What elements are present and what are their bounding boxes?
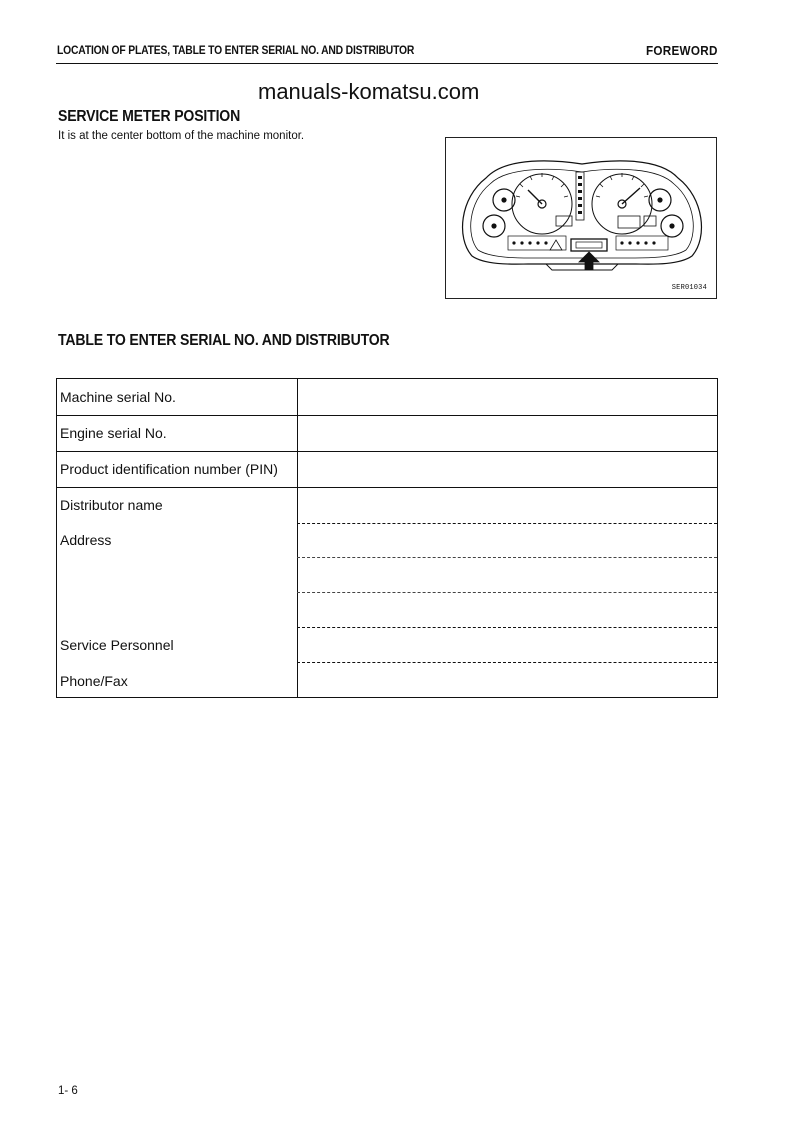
phone-fax-label: Phone/Fax xyxy=(60,673,128,689)
machine-monitor-illustration xyxy=(446,138,718,300)
table-dashed-divider xyxy=(297,627,717,628)
machine-monitor-figure xyxy=(445,137,717,299)
machine-serial-label: Machine serial No. xyxy=(60,389,176,405)
distributor-name-label: Distributor name xyxy=(60,497,163,513)
header-section-title: LOCATION OF PLATES, TABLE TO ENTER SERIAL NO. AND DISTRIBUTOR xyxy=(57,45,415,57)
service-meter-title: SERVICE METER POSITION xyxy=(58,108,241,125)
table-dashed-divider xyxy=(297,557,717,558)
page-number: 1- 6 xyxy=(58,1085,78,1097)
header-divider xyxy=(56,63,718,64)
pin-label: Product identification number (PIN) xyxy=(60,461,278,477)
arrow-up-icon xyxy=(579,252,599,270)
engine-serial-label: Engine serial No. xyxy=(60,425,167,441)
table-row-divider xyxy=(57,451,717,452)
service-meter-description: It is at the center bottom of the machine monitor. xyxy=(58,130,305,142)
table-column-divider xyxy=(297,379,298,697)
serial-distributor-table xyxy=(56,378,718,698)
table-dashed-divider xyxy=(297,592,717,593)
service-personnel-label: Service Personnel xyxy=(60,637,174,653)
header-chapter-title: FOREWORD xyxy=(646,43,718,58)
table-dashed-divider xyxy=(297,662,717,663)
table-dashed-divider xyxy=(297,523,717,524)
table-section-title: TABLE TO ENTER SERIAL NO. AND DISTRIBUTOR xyxy=(58,332,390,349)
figure-code: SER01034 xyxy=(671,284,707,292)
watermark-text: manuals-komatsu.com xyxy=(258,79,480,104)
address-label: Address xyxy=(60,532,112,548)
table-row-divider xyxy=(57,415,717,416)
table-row-divider xyxy=(57,487,717,488)
